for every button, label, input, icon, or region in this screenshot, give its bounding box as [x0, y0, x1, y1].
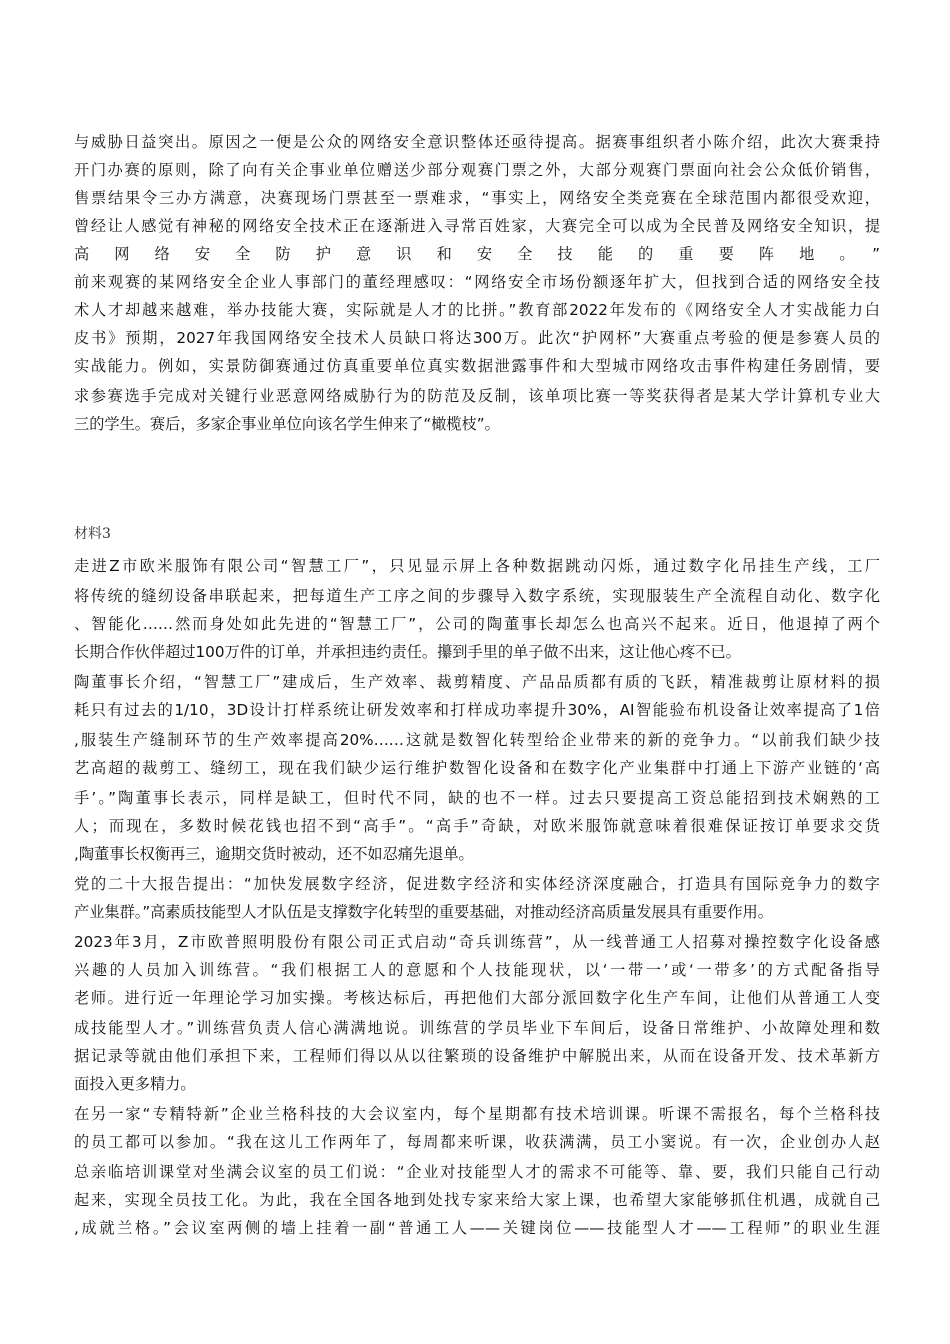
text-line: 开门办赛的原则，除了向有关企事业单位赠送少部分观赛门票之外，大部分观赛门票面向社会公众低价销售，	[74, 161, 880, 179]
text-line: 2023年3月，Z市欧普照明股份有限公司正式启动“奇兵训练营”，从一线普通工人招募对操控数字化设备感	[74, 933, 880, 951]
text-line: 前来观赛的某网络安全企业人事部门的董经理感叹：“网络安全市场份额逐年扩大，但找到合适的网络安全技	[74, 273, 880, 291]
text-line: ,成就兰格。”会议室两侧的墙上挂着一副“普通工人——关键岗位——技能型人才——工程师”的职业生涯	[74, 1219, 880, 1237]
text-line: 实战能力。例如，实景防御赛通过仿真重要单位真实数据泄露事件和大型城市网络攻击事件构建任务剧情，要	[74, 357, 880, 375]
material-heading: 材料3	[74, 526, 111, 542]
text-line: 人；而现在，多数时候花钱也招不到“高手”。“高手”奇缺，对欧米服饰就意味着很难保证按订单要求交货	[74, 817, 880, 835]
text-line: 产业集群。”高素质技能型人才队伍是支撑数字化转型的重要基础，对推动经济高质量发展具有重要作用。	[74, 903, 773, 921]
text-line: 三的学生。赛后，多家企事业单位向该名学生伸来了“橄榄枝”。	[74, 415, 500, 433]
text-line: 售票结果令三办方满意，决赛现场门票甚至一票难求，“事实上，网络安全类竞赛在全球范围内都很受欢迎，	[74, 189, 880, 207]
text-line: ,服装生产缝制环节的生产效率提高20%……这就是数智化转型给企业带来的新的竞争力。“以前我们缺少技	[74, 731, 880, 749]
text-line: 曾经让人感觉有神秘的网络安全技术正在逐渐进入寻常百姓家，大赛完全可以成为全民普及网络安全知识，提	[74, 217, 880, 235]
text-line: ,陶董事长权衡再三，逾期交货时被动，还不如忍痛先退单。	[74, 845, 474, 863]
text-line: 在另一家“专精特新”企业兰格科技的大会议室内，每个星期都有技术培训课。听课不需报名，每个兰格科技	[74, 1105, 880, 1123]
text-line: 与威胁日益突出。原因之一便是公众的网络安全意识整体还亟待提高。据赛事组织者小陈介绍，此次大赛秉持	[74, 133, 880, 151]
text-line: 走进Z市欧米服饰有限公司“智慧工厂”，只见显示屏上各种数据跳动闪烁，通过数字化吊挂生产线，工厂	[74, 557, 880, 575]
text-line: 高网络安全防护意识和安全技能的重要阵地。”	[74, 245, 880, 263]
text-line: 面投入更多精力。	[74, 1075, 196, 1093]
text-line: 耗只有过去的1/10，3D设计打样系统让研发效率和打样成功率提升30%，AI智能验布机设备让效率提高了1倍	[74, 701, 880, 719]
text-line: 求参赛选手完成对关键行业恶意网络威胁行为的防范及反制，该单项比赛一等奖获得者是某大学计算机专业大	[74, 387, 880, 405]
text-line: 总亲临培训课堂对坐满会议室的员工们说：“企业对技能型人才的需求不可能等、靠、要，我们只能自己行动	[74, 1163, 880, 1181]
text-line: 的员工都可以参加。“我在这儿工作两年了，每周都来听课，收获满满，员工小窦说。有一次，企业创办人赵	[74, 1133, 880, 1151]
text-line: 艺高超的裁剪工、缝纫工，现在我们缺少运行维护数智化设备和在数字化产业集群中打通上下游产业链的‘高	[74, 759, 880, 777]
text-line: 兴趣的人员加入训练营。“我们根据工人的意愿和个人技能现状，以‘一带一’或‘一带多’的方式配备指导	[74, 961, 880, 979]
text-line: 据记录等就由他们承担下来，工程师们得以从以往繁琐的设备维护中解脱出来，从而在设备开发、技术革新方	[74, 1047, 880, 1065]
text-line: 党的二十大报告提出：“加快发展数字经济，促进数字经济和实体经济深度融合，打造具有国际竞争力的数字	[74, 875, 880, 893]
text-line: 将传统的缝纫设备串联起来，把每道生产工序之间的步骤导入数字系统，实现服装生产全流程自动化、数字化	[74, 587, 880, 605]
text-line: 手’。”陶董事长表示，同样是缺工，但时代不同，缺的也不一样。过去只要提高工资总能招到技术娴熟的工	[74, 789, 880, 807]
text-line: 成技能型人才。”训练营负责人信心满满地说。训练营的学员毕业下车间后，设备日常维护、小故障处理和数	[74, 1019, 880, 1037]
text-line: 长期合作伙伴超过100万件的订单，并承担违约责任。攥到手里的单子做不出来，这让他心疼不已。	[74, 643, 741, 661]
text-line: 皮书》预期，2027年我国网络安全技术人员缺口将达300万。此次“护网杯”大赛重点考验的便是参赛人员的	[74, 329, 880, 347]
text-line: 起来，实现全员技工化。为此，我在全国各地到处找专家来给大家上课，也希望大家能够抓住机遇，成就自己	[74, 1191, 880, 1209]
text-line: 陶董事长介绍，“智慧工厂”建成后，生产效率、裁剪精度、产品品质都有质的飞跃，精准裁剪让原材料的损	[74, 673, 880, 691]
text-line: 老师。进行近一年理论学习加实操。考核达标后，再把他们大部分派回数字化生产车间，让他们从普通工人变	[74, 989, 880, 1007]
text-line: 术人才却越来越难，举办技能大赛，实际就是人才的比拼。”教育部2022年发布的《网络安全人才实战能力白	[74, 301, 880, 319]
text-line: 、智能化……然而身处如此先进的“智慧工厂”，公司的陶董事长却怎么也高兴不起来。近日，他退掉了两个	[74, 615, 880, 633]
